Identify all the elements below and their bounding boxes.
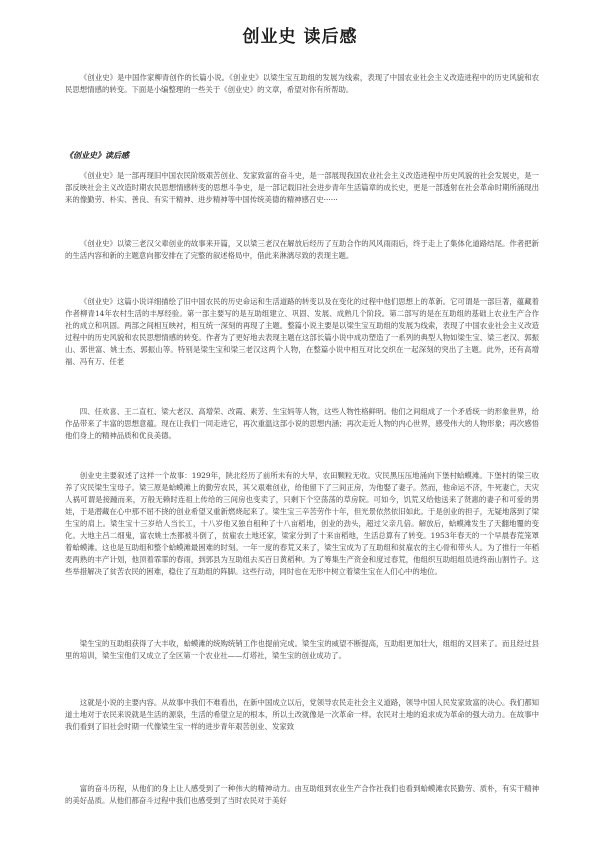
body-paragraph-1: 《创业史》是一部再现旧中国农民阶级艰苦创业、发家致富的奋斗史，是一部展现我国农业社会主义改造进程中历史风貌的社会发展史，是一部反映社会主义改造时期农民思想情感转变的思想斗争史，是一部记载旧社会进步青年生活篇章的成长史，更是一部透射在社会革命时期所涌现出来的像勤劳、朴实、善良、有实干精神、进步精神等中国传统美德的精神感召史······	[65, 171, 539, 204]
body-paragraph-6: 梁生宝的互助组获得了大丰收，蛤蟆滩的统购统销工作也提前完成。梁生宝的威望不断提高，互助组更加壮大，组组的又回来了。而且经过县里的培训，梁生宝他们又成立了全区第一个农业社——灯塔社，梁生宝的创业成功了。	[65, 639, 539, 660]
body-paragraph-8: 富的奋斗历程，从他们的身上让人感受到了一种伟大的精神动力。由互助组到农业生产合作社我们也看到蛤蟆滩农民勤劳、质朴，有实干精神的美好品质。从他们都奋斗过程中我们也感受到了当时农民对于美好	[65, 784, 539, 805]
body-paragraph-5: 创业史主要叙述了这样一个故事：1929年，陕北经历了前所未有的大旱，农田颗粒无收。灾民黑压压地涌向下堡村蛤蟆滩。下堡村的梁三收养了灾民梁生宝母子。梁三原是蛤蟆滩上的勤劳农民，其父艰难创业，给他留下了三间正房，为他娶了妻子。然而，他命运不济，牛死妻亡，天灾人祸可谓是接踵而来，万般无赖时连祖上传给的三间房也变卖了，只剩下个空荡荡的草房院。可如今，饥荒又给他送来了贤惠的妻子和可爱的男娃，于是潜藏在心中那不屈不挠的创业希望又重新燃烧起来了。梁生宝三辛苦劳作十年，但光景依然依旧如此。于是创业的担子，无疑地落到了梁生宝的肩上。梁生宝十三岁给人当长工，十八岁他又独自租种了十八亩稻地，创业的劲头，超过父亲几倍。解放后，蛤蟆滩发生了天翻地覆的变化。大地主吕二细鬼，富农姚士杰都被斗倒了，贫雇农土地还家，梁家分到了十来亩稻地，生活总算有了转变。1953年春天的一个早晨春荒笼罩着蛤蟆滩。这也是互助组和整个蛤蟆滩最困难的时刻。一年一度的春荒又来了，梁生宝成为了互助组和贫雇农的主心骨和带头人。为了推行一年稻麦两熟的丰产计划，他顶着霏霏的春雨，到郭县为互助组去买百日黄稻种。为了筹集生产资金和度过春荒，他组织互助组组员进终南山割竹子。这些举措解决了贫苦农民的困难，稳住了互助组的阵脚。这些行动，同时也在无形中树立着梁生宝在人们心中的地位。	[65, 471, 539, 576]
page-title: 创业史 读后感	[242, 27, 358, 47]
body-paragraph-2: 《创业史》以梁三老汉父辈创业的故事来开篇，又以梁三老汉在解放后经历了互助合作的风风雨雨后，终于走上了集体化道路结尾。作者把新的生活内容和新的主题意向都安排在了完整的叙述格局中，借此来淋漓尽致的表现主题。	[65, 239, 539, 260]
intro-paragraph: 《创业史》是中国作家柳青创作的长篇小说。《创业史》以梁生宝互助组的发展为线索，表现了中国农业社会主义改造进程中的历史风貌和农民思想情感的转变。下面是小编整理的一些关于《创业史》的文章，希望对你有所帮助。	[65, 73, 539, 94]
body-paragraph-7: 这就是小说的主要内容。从故事中我们不难看出，在新中国成立以后，党领导农民走社会主义道路，领导中国人民发家致富的决心。我们都知道土地对于农民来说就是生活的源泉，生活的希望立足的根本，所以土改就像是一次革命一样。农民对土地的追求成为革命的强大动力。在故事中我们看到了旧社会时期一代像梁生宝一样的进步青年艰苦创业、发家致	[65, 698, 539, 731]
section-heading: 《创业史》读后感	[65, 150, 129, 160]
body-paragraph-4: 四、任欢喜、王二直杠、梁大老汉、高增荣、改霞、素芳、生宝妈等人物，这些人物性格鲜明。他们之间组成了一个矛盾统一的形象世界，给作品带来了丰富的思想意蕴。现在让我们一同走进它，再次重温这部小说的思想内涵；再次走近人物的内心世界，感受伟大的人物形象；再次感悟他们身上的精神品质和优良美德。	[65, 407, 539, 440]
body-paragraph-3: 《创业史》这篇小说详细描绘了旧中国农民的历史命运和生活道路的转变以及在变化的过程中他们思想上的革新。它可谓是一部巨著，蕴藏着作者柳青14年农村生活的丰厚经验。第一部主要写的是互助组建立、巩固、发展、成熟几个阶段。第二部写的是在互助组的基础上农业生产合作社的成立和巩固。两部之间相互映衬，相互统一深刻的再现了主题。整篇小说主要是以梁生宝互助组的发展为线索，表现了中国农业社会主义改造过程中的历史风貌和农民思想情感的转变。作者为了更好地去表现主题在这部长篇小说中成功塑造了一系列的典型人物如梁生宝、梁三老汉、郭振山、郭世富、姚士杰、郭振山等。特别是梁生宝和梁三老汉这两个人物，在整篇小说中相互对比交织在一起深刻的突出了主题。此外，还有高增福、冯有万、任老	[65, 297, 539, 366]
